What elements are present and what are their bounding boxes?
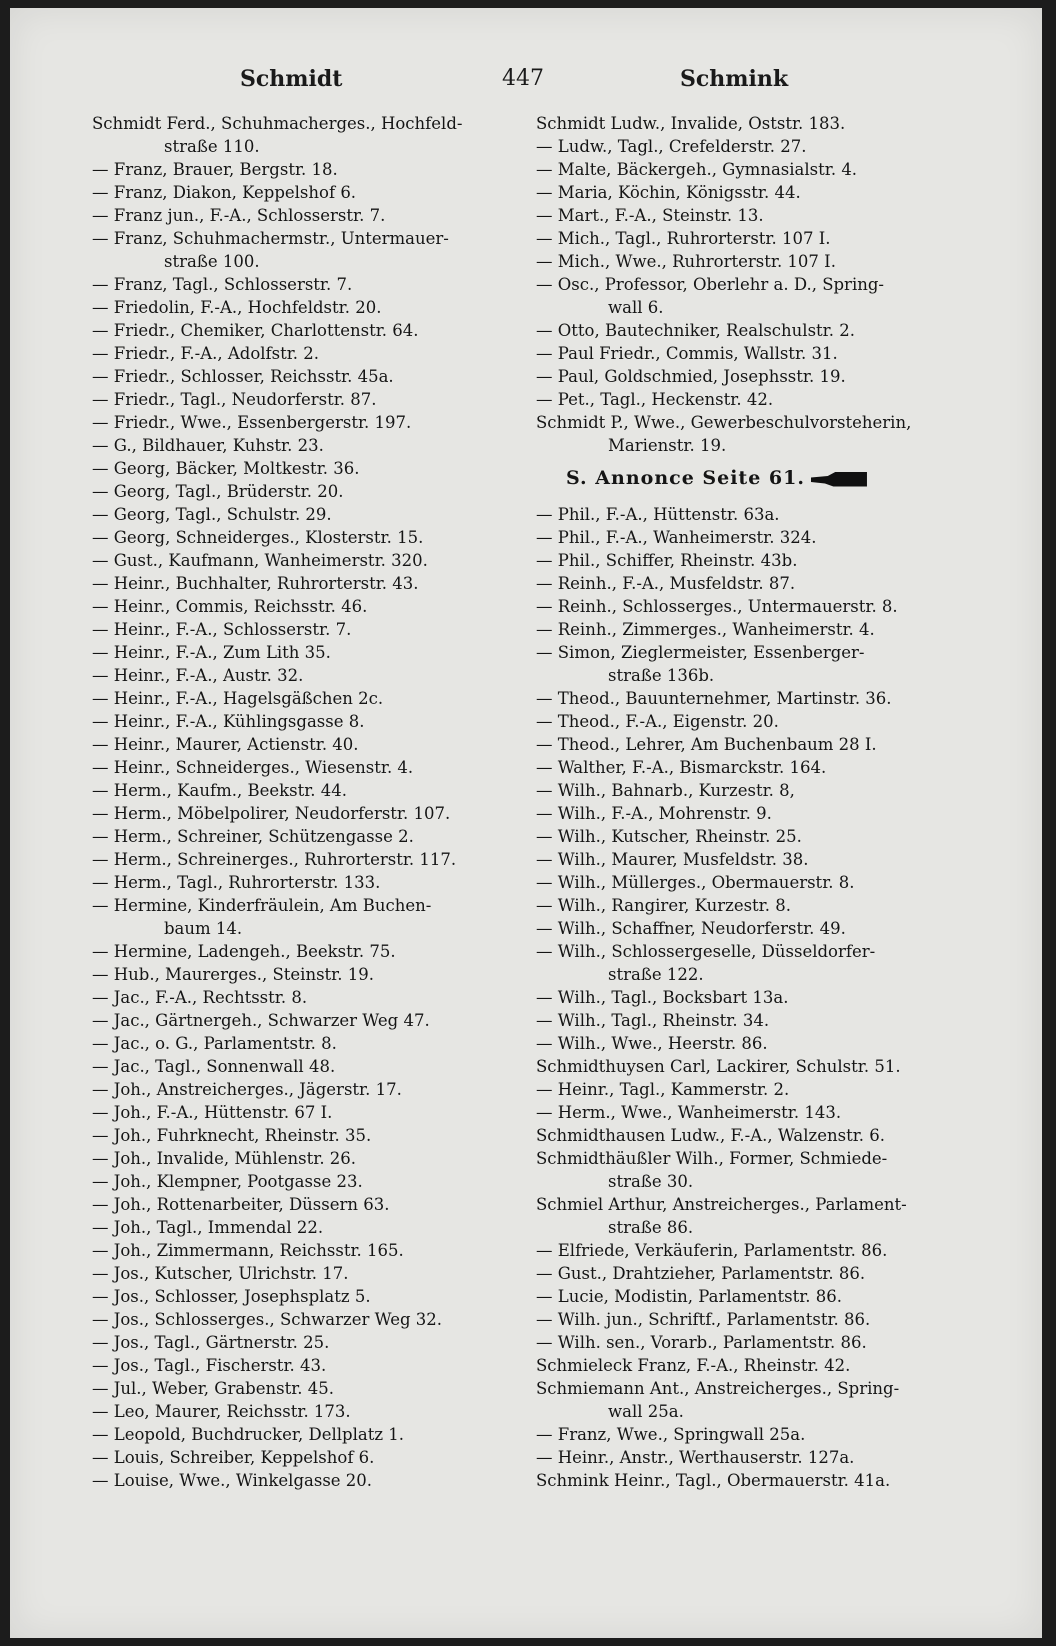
- directory-entry: — Heinr., F.-A., Kühlingsgasse 8.: [92, 712, 365, 731]
- directory-entry: Schmidthausen Ludw., F.-A., Walzenstr. 6.: [536, 1126, 886, 1145]
- directory-entry: — Herm., Möbelpolirer, Neudorferstr. 107.: [92, 804, 451, 823]
- directory-entry: — Malte, Bäckergeh., Gymnasialstr. 4.: [536, 160, 858, 179]
- right-column: [536, 112, 996, 1492]
- directory-entry: — Heinr., F.-A., Zum Lith 35.: [92, 643, 331, 662]
- right-column-part-a: [536, 112, 996, 457]
- directory-entry: — Phil., F.-A., Hüttenstr. 63a.: [536, 505, 780, 524]
- directory-entry: — Leopold, Buchdrucker, Dellplatz 1.: [92, 1425, 405, 1444]
- directory-entry: — Wilh. sen., Vorarb., Parlamentstr. 86.: [536, 1333, 867, 1352]
- directory-entry: — Maria, Köchin, Königsstr. 44.: [536, 183, 801, 202]
- directory-entry: — Louise, Wwe., Winkelgasse 20.: [92, 1471, 373, 1490]
- directory-entry: — Reinh., Zimmerges., Wanheimerstr. 4.: [536, 620, 875, 639]
- directory-entry: — Wilh., Müllerges., Obermauerstr. 8.: [536, 873, 855, 892]
- page-header: [10, 66, 1042, 96]
- directory-entry: Schmidt P., Wwe., Gewerbeschulvorsteherin,: [536, 413, 912, 432]
- directory-entry: — Herm., Tagl., Ruhrorterstr. 133.: [92, 873, 381, 892]
- directory-entry: — Jac., F.-A., Rechtsstr. 8.: [92, 988, 308, 1007]
- directory-entry: Schmidthuysen Carl, Lackirer, Schulstr. 51.: [536, 1057, 901, 1076]
- directory-entry: — Joh., F.-A., Hüttenstr. 67 I.: [92, 1103, 333, 1122]
- directory-entry: — Franz, Wwe., Springwall 25a.: [536, 1425, 806, 1444]
- entry-continuation: straße 100.: [164, 252, 260, 271]
- directory-entry: — Heinr., Tagl., Kammerstr. 2.: [536, 1080, 790, 1099]
- directory-entry: — Herm., Kaufm., Beekstr. 44.: [92, 781, 348, 800]
- right-column-part-b: [536, 503, 996, 1492]
- entry-continuation: straße 136b.: [608, 666, 715, 685]
- directory-entry: — Friedolin, F.-A., Hochfeldstr. 20.: [92, 298, 382, 317]
- entry-continuation: Marienstr. 19.: [608, 436, 727, 455]
- directory-entry: — Otto, Bautechniker, Realschulstr. 2.: [536, 321, 855, 340]
- directory-entry: Schmieleck Franz, F.-A., Rheinstr. 42.: [536, 1356, 851, 1375]
- directory-entry: — Herm., Wwe., Wanheimerstr. 143.: [536, 1103, 842, 1122]
- directory-entry: — Franz, Diakon, Keppelshof 6.: [92, 183, 357, 202]
- directory-entry: — Phil., F.-A., Wanheimerstr. 324.: [536, 528, 817, 547]
- directory-entry: Schmidthäußler Wilh., Former, Schmiede-: [536, 1149, 888, 1168]
- directory-entry: — Georg, Tagl., Brüderstr. 20.: [92, 482, 344, 501]
- directory-entry: — Walther, F.-A., Bismarckstr. 164.: [536, 758, 827, 777]
- annonce-reference: [536, 463, 996, 493]
- page-number: 447: [502, 66, 544, 91]
- directory-entry: — Wilh. jun., Schriftf., Parlamentstr. 86.: [536, 1310, 871, 1329]
- directory-entry: — Georg, Bäcker, Moltkestr. 36.: [92, 459, 360, 478]
- directory-entry: — Joh., Zimmermann, Reichsstr. 165.: [92, 1241, 404, 1260]
- directory-entry: Schmink Heinr., Tagl., Obermauerstr. 41a.: [536, 1471, 891, 1490]
- entry-continuation: baum 14.: [164, 919, 243, 938]
- directory-entry: Schmidt Ferd., Schuhmacherges., Hochfeld-: [92, 114, 463, 133]
- directory-entry: — Wilh., Rangirer, Kurzestr. 8.: [536, 896, 791, 915]
- directory-entry: — Friedr., F.-A., Adolfstr. 2.: [92, 344, 320, 363]
- directory-entry: — Georg, Schneiderges., Klosterstr. 15.: [92, 528, 424, 547]
- entry-continuation: straße 30.: [608, 1172, 694, 1191]
- directory-entry: — Theod., F.-A., Eigenstr. 20.: [536, 712, 779, 731]
- directory-entry: — Jul., Weber, Grabenstr. 45.: [92, 1379, 335, 1398]
- directory-entry: — Lucie, Modistin, Parlamentstr. 86.: [536, 1287, 843, 1306]
- directory-entry: — Joh., Invalide, Mühlenstr. 26.: [92, 1149, 357, 1168]
- directory-entry: — Hub., Maurerges., Steinstr. 19.: [92, 965, 374, 984]
- entry-continuation: straße 122.: [608, 965, 704, 984]
- directory-entry: — Pet., Tagl., Heckenstr. 42.: [536, 390, 774, 409]
- directory-entry: — G., Bildhauer, Kuhstr. 23.: [92, 436, 324, 455]
- directory-entry: — Hermine, Ladengeh., Beekstr. 75.: [92, 942, 396, 961]
- directory-entry: — Joh., Rottenarbeiter, Düssern 63.: [92, 1195, 390, 1214]
- directory-entry: — Osc., Professor, Oberlehr a. D., Spring-: [536, 275, 884, 294]
- directory-entry: — Wilh., Schlossergeselle, Düsseldorfer-: [536, 942, 876, 961]
- directory-entry: — Heinr., F.-A., Austr. 32.: [92, 666, 304, 685]
- directory-entry: — Wilh., Tagl., Bocksbart 13a.: [536, 988, 789, 1007]
- directory-entry: Schmiemann Ant., Anstreicherges., Spring-: [536, 1379, 900, 1398]
- directory-entry: — Joh., Klempner, Pootgasse 23.: [92, 1172, 363, 1191]
- entry-continuation: wall 25a.: [608, 1402, 684, 1421]
- directory-entry: — Wilh., Bahnarb., Kurzestr. 8,: [536, 781, 795, 800]
- directory-page: [10, 8, 1042, 1638]
- directory-entry: — Louis, Schreiber, Keppelshof 6.: [92, 1448, 375, 1467]
- directory-entry: — Leo, Maurer, Reichsstr. 173.: [92, 1402, 351, 1421]
- directory-entry: — Gust., Kaufmann, Wanheimerstr. 320.: [92, 551, 428, 570]
- directory-entry: — Mart., F.-A., Steinstr. 13.: [536, 206, 764, 225]
- directory-entry: — Wilh., Maurer, Musfeldstr. 38.: [536, 850, 809, 869]
- directory-entry: Schmidt Ludw., Invalide, Oststr. 183.: [536, 114, 846, 133]
- directory-entry: — Mich., Wwe., Ruhrorterstr. 107 I.: [536, 252, 836, 271]
- directory-entry: — Heinr., Anstr., Werthauserstr. 127a.: [536, 1448, 855, 1467]
- directory-entry: — Jos., Tagl., Fischerstr. 43.: [92, 1356, 327, 1375]
- directory-entry: — Heinr., Buchhalter, Ruhrorterstr. 43.: [92, 574, 419, 593]
- directory-entry: — Jos., Kutscher, Ulrichstr. 17.: [92, 1264, 349, 1283]
- entry-continuation: straße 86.: [608, 1218, 694, 1237]
- directory-entry: — Theod., Bauunternehmer, Martinstr. 36.: [536, 689, 892, 708]
- directory-entry: — Friedr., Schlosser, Reichsstr. 45a.: [92, 367, 394, 386]
- directory-entry: — Herm., Schreiner, Schützengasse 2.: [92, 827, 414, 846]
- directory-entry: — Wilh., Kutscher, Rheinstr. 25.: [536, 827, 802, 846]
- directory-entry: — Wilh., Schaffner, Neudorferstr. 49.: [536, 919, 846, 938]
- header-left-keyword: Schmidt: [240, 66, 343, 92]
- entry-continuation: wall 6.: [608, 298, 664, 317]
- directory-entry: — Joh., Fuhrknecht, Rheinstr. 35.: [92, 1126, 372, 1145]
- directory-entry: — Simon, Zieglermeister, Essenberger-: [536, 643, 865, 662]
- directory-entry: — Heinr., F.-A., Hagelsgäßchen 2c.: [92, 689, 384, 708]
- directory-entry: — Franz jun., F.-A., Schlosserstr. 7.: [92, 206, 386, 225]
- directory-entry: — Georg, Tagl., Schulstr. 29.: [92, 505, 332, 524]
- directory-entry: — Paul, Goldschmied, Josephsstr. 19.: [536, 367, 846, 386]
- annonce-text: S. Annonce Seite 61.: [566, 467, 805, 489]
- directory-entry: — Theod., Lehrer, Am Buchenbaum 28 I.: [536, 735, 877, 754]
- directory-entry: — Hermine, Kinderfräulein, Am Buchen-: [92, 896, 432, 915]
- directory-entry: — Jac., Gärtnergeh., Schwarzer Weg 47.: [92, 1011, 430, 1030]
- directory-entry: — Elfriede, Verkäuferin, Parlamentstr. 86.: [536, 1241, 888, 1260]
- directory-entry: — Franz, Schuhmachermstr., Untermauer-: [92, 229, 449, 248]
- directory-entry: — Franz, Tagl., Schlosserstr. 7.: [92, 275, 353, 294]
- directory-entry: — Wilh., F.-A., Mohrenstr. 9.: [536, 804, 772, 823]
- left-column: [92, 112, 532, 1492]
- directory-entry: — Heinr., F.-A., Schlosserstr. 7.: [92, 620, 352, 639]
- directory-entry: — Jac., Tagl., Sonnenwall 48.: [92, 1057, 336, 1076]
- directory-entry: — Friedr., Wwe., Essenbergerstr. 197.: [92, 413, 412, 432]
- directory-entry: — Paul Friedr., Commis, Wallstr. 31.: [536, 344, 838, 363]
- directory-entry: — Reinh., Schlosserges., Untermauerstr. 8.: [536, 597, 898, 616]
- directory-entry: — Jos., Tagl., Gärtnerstr. 25.: [92, 1333, 330, 1352]
- directory-entry: — Wilh., Tagl., Rheinstr. 34.: [536, 1011, 770, 1030]
- directory-entry: — Friedr., Chemiker, Charlottenstr. 64.: [92, 321, 419, 340]
- directory-entry: — Jos., Schlosser, Josephsplatz 5.: [92, 1287, 371, 1306]
- directory-entry: — Herm., Schreinerges., Ruhrorterstr. 117.: [92, 850, 457, 869]
- directory-entry: — Wilh., Wwe., Heerstr. 86.: [536, 1034, 768, 1053]
- directory-entry: — Heinr., Schneiderges., Wiesenstr. 4.: [92, 758, 414, 777]
- directory-entry: — Jos., Schlosserges., Schwarzer Weg 32.: [92, 1310, 443, 1329]
- directory-entry: — Jac., o. G., Parlamentstr. 8.: [92, 1034, 337, 1053]
- directory-entry: — Joh., Tagl., Immendal 22.: [92, 1218, 324, 1237]
- directory-entry: — Gust., Drahtzieher, Parlamentstr. 86.: [536, 1264, 866, 1283]
- directory-entry: — Heinr., Commis, Reichsstr. 46.: [92, 597, 368, 616]
- directory-entry: — Phil., Schiffer, Rheinstr. 43b.: [536, 551, 798, 570]
- directory-entry: — Ludw., Tagl., Crefelderstr. 27.: [536, 137, 807, 156]
- directory-entry: Schmiel Arthur, Anstreicherges., Parlament-: [536, 1195, 907, 1214]
- directory-entry: — Joh., Anstreicherges., Jägerstr. 17.: [92, 1080, 402, 1099]
- directory-entry: — Franz, Brauer, Bergstr. 18.: [92, 160, 338, 179]
- entry-continuation: straße 110.: [164, 137, 260, 156]
- directory-entry: — Friedr., Tagl., Neudorferstr. 87.: [92, 390, 377, 409]
- directory-entry: — Heinr., Maurer, Actienstr. 40.: [92, 735, 359, 754]
- directory-entry: — Reinh., F.-A., Musfeldstr. 87.: [536, 574, 796, 593]
- directory-entry: — Mich., Tagl., Ruhrorterstr. 107 I.: [536, 229, 831, 248]
- pointing-hand-icon: [811, 472, 867, 487]
- header-right-keyword: Schmink: [680, 66, 789, 92]
